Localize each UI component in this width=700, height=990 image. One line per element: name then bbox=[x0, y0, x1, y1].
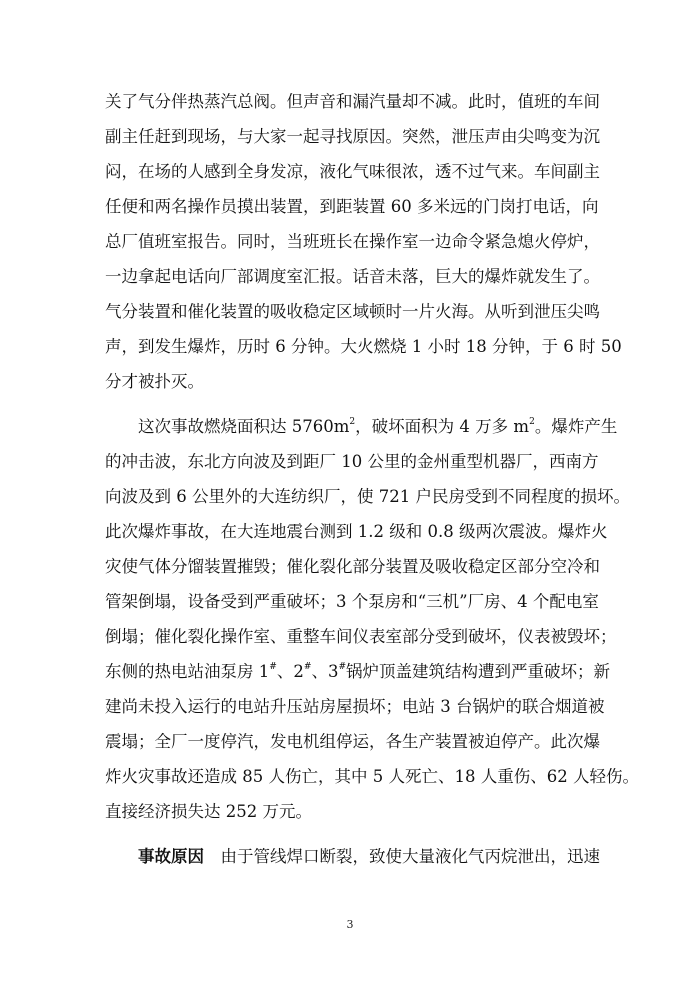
text-line: 任便和两名操作员摸出装置，到距装置 60 多米远的门岗打电话，向 bbox=[105, 197, 599, 216]
text-line: 震塌；全厂一度停汽，发电机组停运，各生产装置被迫停产。此次爆 bbox=[105, 732, 600, 751]
text-segment: 、3 bbox=[311, 662, 339, 681]
paragraph-3 bbox=[105, 839, 600, 874]
text-line: 闷，在场的人感到全身发凉，液化气味很浓，透不过气来。车间副主 bbox=[105, 162, 600, 181]
page-number: 3 bbox=[346, 918, 354, 931]
text-segment: 、2 bbox=[276, 662, 304, 681]
superscript: 2 bbox=[349, 416, 356, 427]
document-page bbox=[105, 84, 639, 874]
paragraph-1 bbox=[105, 84, 622, 399]
paragraph-2 bbox=[105, 409, 639, 829]
text-line: 的冲击波，东北方向波及到距厂 10 公里的金州重型机器厂，西南方 bbox=[105, 452, 599, 471]
text-segment: ，破坏面积为 4 万多 m bbox=[355, 417, 530, 436]
text-segment: 锅炉顶盖建筑结构遭到严重破坏；新 bbox=[346, 662, 611, 681]
text-line: 向波及到 6 公里外的大连纺织厂，使 721 户民房受到不同程度的损坏。 bbox=[105, 487, 630, 506]
text-line: 炸火灾事故还造成 85 人伤亡，其中 5 人死亡、18 人重伤、62 人轻伤。 bbox=[105, 767, 639, 786]
superscript: # bbox=[303, 661, 312, 672]
text-line: 此次爆炸事故，在大连地震台测到 1.2 级和 0.8 级两次震波。爆炸火 bbox=[105, 522, 608, 541]
text-segment: 东侧的热电站油泵房 1 bbox=[105, 662, 270, 681]
text-segment: 由于管线焊口断裂，致使大量液化气丙烷泄出，迅速 bbox=[220, 847, 600, 866]
superscript: # bbox=[269, 661, 277, 672]
text-line: 气分装置和催化装置的吸收稳定区域顿时一片火海。从听到泄压尖鸣 bbox=[105, 302, 600, 321]
section-heading: 事故原因 bbox=[138, 847, 204, 866]
superscript: 2 bbox=[529, 416, 535, 427]
text-line: 声，到发生爆炸，历时 6 分钟。大火燃烧 1 小时 18 分钟，于 6 时 50 bbox=[105, 337, 622, 356]
text-segment: 这次事故燃烧面积达 5760m bbox=[138, 417, 350, 436]
superscript: # bbox=[338, 661, 347, 672]
text-line bbox=[105, 839, 600, 874]
text-line bbox=[105, 409, 618, 444]
text-line: 直接经济损失达 252 万元。 bbox=[105, 802, 312, 821]
text-line: 总厂值班室报告。同时，当班班长在操作室一边命令紧急熄火停炉， bbox=[105, 232, 600, 251]
text-line bbox=[105, 654, 611, 689]
text-line: 灾使气体分馏装置摧毁；催化裂化部分装置及吸收稳定区部分空冷和 bbox=[105, 557, 600, 576]
text-line: 分才被扑灭。 bbox=[105, 372, 204, 391]
text-line: 建尚未投入运行的电站升压站房屋损坏；电站 3 台锅炉的联合烟道被 bbox=[105, 697, 605, 716]
text-line: 倒塌；催化裂化操作室、重整车间仪表室部分受到破坏，仪表被毁坏； bbox=[105, 627, 617, 646]
text-line: 副主任赶到现场，与大家一起寻找原因。突然，泄压声由尖鸣变为沉 bbox=[105, 127, 600, 146]
text-segment: 。爆炸产生 bbox=[534, 417, 618, 436]
text-line: 关了气分伴热蒸汽总阀。但声音和漏汽量却不减。此时，值班的车间 bbox=[105, 92, 600, 111]
text-line: 管架倒塌，设备受到严重破坏；3 个泵房和“三机”厂房、4 个配电室 bbox=[105, 592, 599, 611]
text-line: 一边拿起电话向厂部调度室汇报。话音未落，巨大的爆炸就发生了。 bbox=[105, 267, 600, 286]
